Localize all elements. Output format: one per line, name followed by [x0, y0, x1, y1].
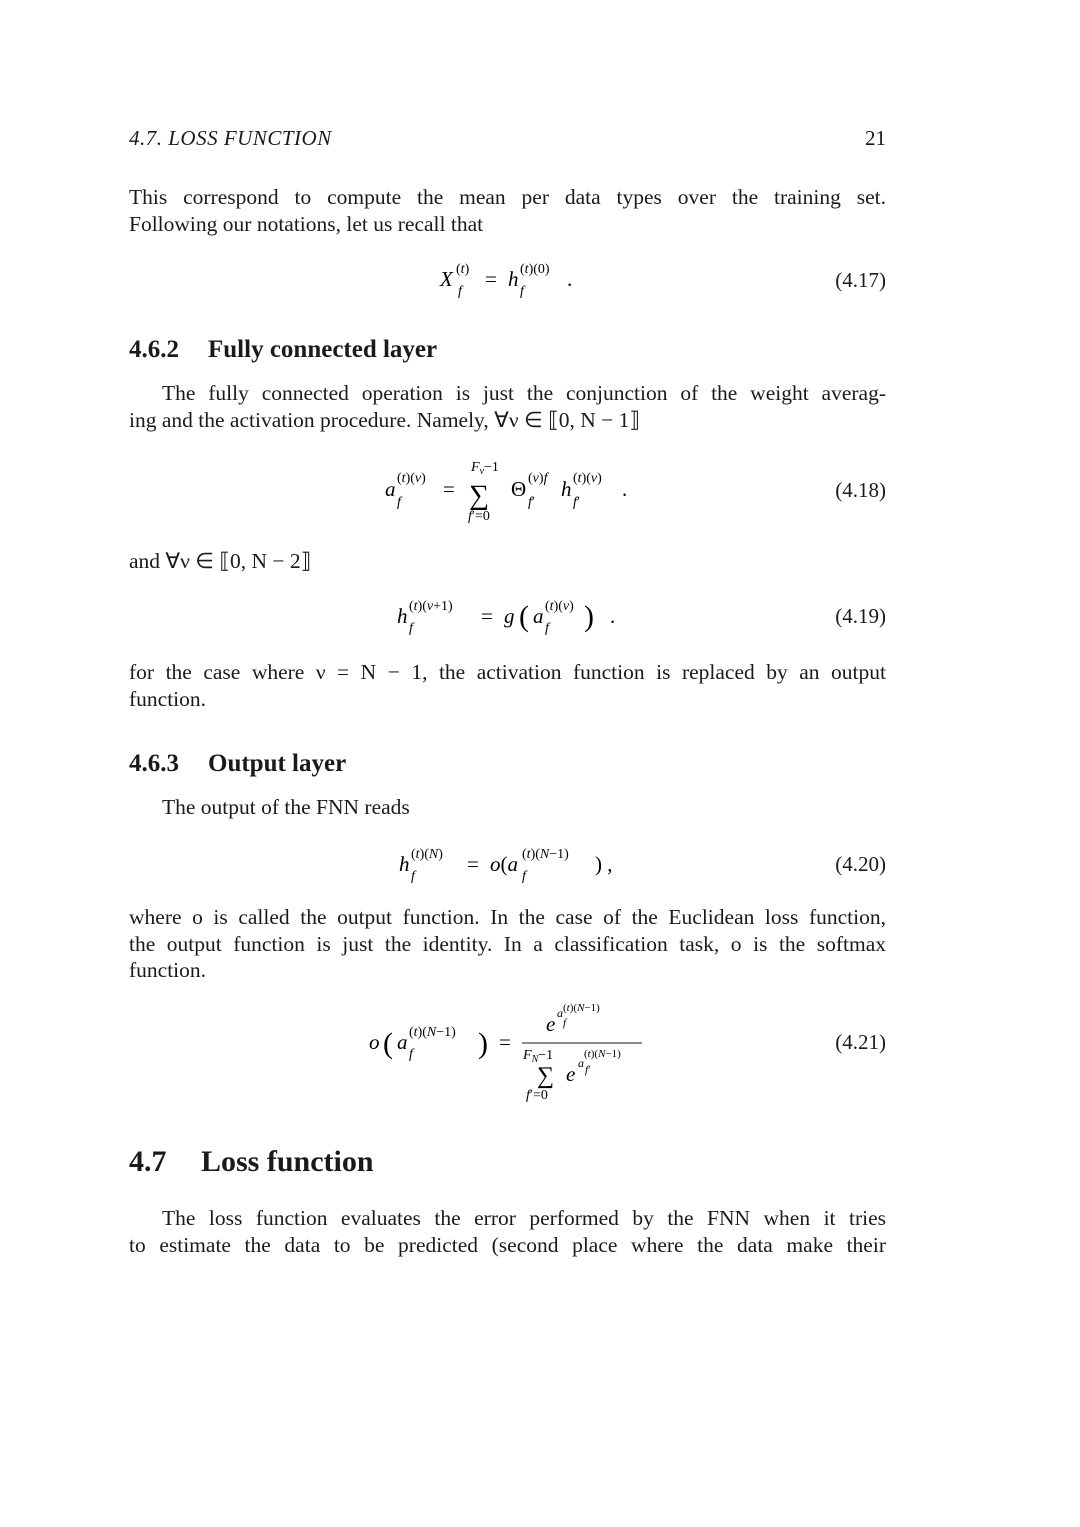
equation-number: (4.17): [835, 268, 886, 292]
equation-4-21-formula: [129, 995, 886, 1105]
svg-text:(t)(ν): (t)(ν): [573, 471, 602, 486]
svg-text:f: f: [409, 621, 413, 636]
svg-text:X: X: [440, 267, 453, 291]
svg-text:(t)(ν): (t)(ν): [545, 599, 574, 614]
svg-text:e: e: [546, 1012, 556, 1036]
svg-text:=: =: [485, 267, 497, 291]
svg-text:=: =: [443, 477, 455, 501]
running-head-title: 4.7. LOSS FUNCTION: [129, 126, 332, 150]
and-line-text: and ∀ν ∈ ⟦0, N − 2⟧: [129, 549, 312, 573]
svg-text:o(a: o(a: [490, 852, 518, 876]
svg-text:(t)(N−1): (t)(N−1): [584, 1048, 621, 1060]
svg-text:): ): [584, 600, 594, 633]
equation-number: (4.18): [835, 478, 886, 502]
svg-text:f: f: [411, 869, 415, 884]
equation-4-20-formula: [129, 838, 886, 888]
heading-number: 4.7: [129, 1145, 167, 1178]
svg-text:=: =: [499, 1030, 511, 1054]
fc-line-2: ing and the activation procedure. Namely, ∀ν ∈ ⟦0, N − 1⟧: [129, 407, 641, 432]
svg-text:(t)(N−1): (t)(N−1): [563, 1002, 600, 1014]
heading-number: 4.6.3: [129, 750, 179, 777]
equation-4-20: [129, 838, 886, 888]
loss-line-2: to estimate the data to be predicted (second place where the data make their: [129, 1232, 886, 1257]
svg-text:f′: f′: [528, 495, 535, 510]
equation-4-19-formula: [129, 590, 886, 640]
case-paragraph: [129, 659, 886, 712]
equation-4-17-formula: [129, 255, 886, 305]
svg-text:h: h: [399, 852, 410, 876]
svg-text:(t)(N): (t)(N): [411, 847, 443, 862]
svg-text:(t)(0): (t)(0): [520, 262, 550, 277]
case-line-2: function.: [129, 686, 207, 711]
equation-number: (4.19): [835, 604, 886, 628]
svg-text:∑: ∑: [537, 1063, 555, 1089]
svg-text:a: a: [397, 1030, 408, 1054]
svg-text:.: .: [622, 477, 628, 501]
svg-text:a: a: [578, 1056, 584, 1070]
svg-text:f′=0: f′=0: [468, 509, 490, 524]
svg-text:f: f: [397, 495, 401, 510]
svg-text:f′: f′: [573, 495, 580, 510]
svg-text:(: (: [519, 600, 529, 633]
svg-text:e: e: [566, 1062, 576, 1086]
fc-line-1: The fully connected operation is just the conjunction of the weight averag-: [162, 381, 886, 405]
heading-title: Fully connected layer: [208, 336, 438, 363]
svg-text:a: a: [533, 604, 544, 628]
heading-title: Output layer: [208, 750, 347, 777]
svg-text:f: f: [458, 284, 462, 299]
svg-text:f: f: [409, 1047, 413, 1062]
intro-line-2: Following our notations, let us recall that: [129, 211, 484, 236]
svg-text:(t)(ν+1): (t)(ν+1): [409, 599, 453, 614]
case-line-1: for the case where ν = N − 1, the activation function is replaced by an output: [129, 660, 886, 684]
loss-paragraph: [129, 1205, 886, 1258]
svg-text:Θ: Θ: [511, 477, 527, 501]
page: [129, 0, 886, 1527]
svg-text:(t)(ν): (t)(ν): [397, 471, 426, 486]
equation-4-17: [129, 255, 886, 305]
equation-number: (4.20): [835, 852, 886, 876]
svg-text:(t): (t): [456, 262, 470, 277]
equation-4-18-formula: [129, 452, 886, 528]
svg-text:FN−1: $F_N-1$: [523, 1048, 554, 1065]
svg-text:∑: ∑: [469, 480, 489, 511]
svg-text:h: h: [508, 267, 519, 291]
svg-text:): ): [478, 1027, 488, 1060]
page-number: 21: [865, 126, 886, 150]
output-intro-text: The output of the FNN reads: [162, 795, 410, 819]
heading-4-6-3: [129, 750, 346, 778]
svg-text:f: f: [520, 284, 524, 299]
heading-4-6-2: [129, 336, 437, 364]
svg-text:.: .: [610, 604, 616, 628]
svg-text:f: f: [545, 621, 549, 636]
svg-text:a: a: [385, 477, 396, 501]
svg-text:g: g: [504, 604, 515, 628]
and-line: [129, 548, 886, 575]
equation-4-18: [129, 452, 886, 528]
svg-text:f′=0: f′=0: [526, 1088, 548, 1103]
svg-text:(t)(N−1): (t)(N−1): [522, 847, 569, 862]
svg-text:) ,: ) ,: [595, 852, 613, 876]
heading-4-7: [129, 1145, 374, 1179]
equation-4-19: [129, 590, 886, 640]
svg-text:(t)(N−1): (t)(N−1): [409, 1025, 456, 1040]
svg-text:h: h: [397, 604, 408, 628]
running-head: [129, 126, 886, 156]
svg-text:f: f: [563, 1017, 567, 1029]
svg-text:h: h: [561, 477, 572, 501]
where-paragraph: [129, 904, 886, 984]
intro-line-1: This correspond to compute the mean per data types over the training set.: [129, 185, 886, 209]
output-intro: [129, 794, 886, 821]
svg-text:o: o: [369, 1030, 380, 1054]
where-line-1: where o is called the output function. In the case of the Euclidean loss function,: [129, 905, 886, 929]
fully-connected-paragraph: [129, 380, 886, 433]
where-line-2: the output function is just the identity. In a classification task, o is the softmax: [129, 931, 886, 956]
svg-text:.: .: [567, 267, 573, 291]
svg-text:=: =: [481, 604, 493, 628]
svg-text:(ν)f: (ν)f: [528, 471, 548, 486]
svg-text:a: a: [557, 1006, 563, 1020]
loss-line-1: The loss function evaluates the error performed by the FNN when it tries: [162, 1206, 886, 1230]
intro-paragraph: [129, 184, 886, 237]
svg-text:=: =: [467, 852, 479, 876]
equation-4-21: [129, 995, 886, 1105]
where-line-3: function.: [129, 958, 207, 982]
equation-number: (4.21): [835, 1030, 886, 1054]
heading-title: Loss function: [201, 1145, 374, 1178]
heading-number: 4.6.2: [129, 336, 179, 363]
svg-text:f′: f′: [585, 1064, 591, 1076]
svg-text:Fν−1: $F_\nu-1$: [471, 460, 499, 477]
svg-text:(: (: [383, 1027, 393, 1060]
svg-text:f: f: [522, 869, 526, 884]
